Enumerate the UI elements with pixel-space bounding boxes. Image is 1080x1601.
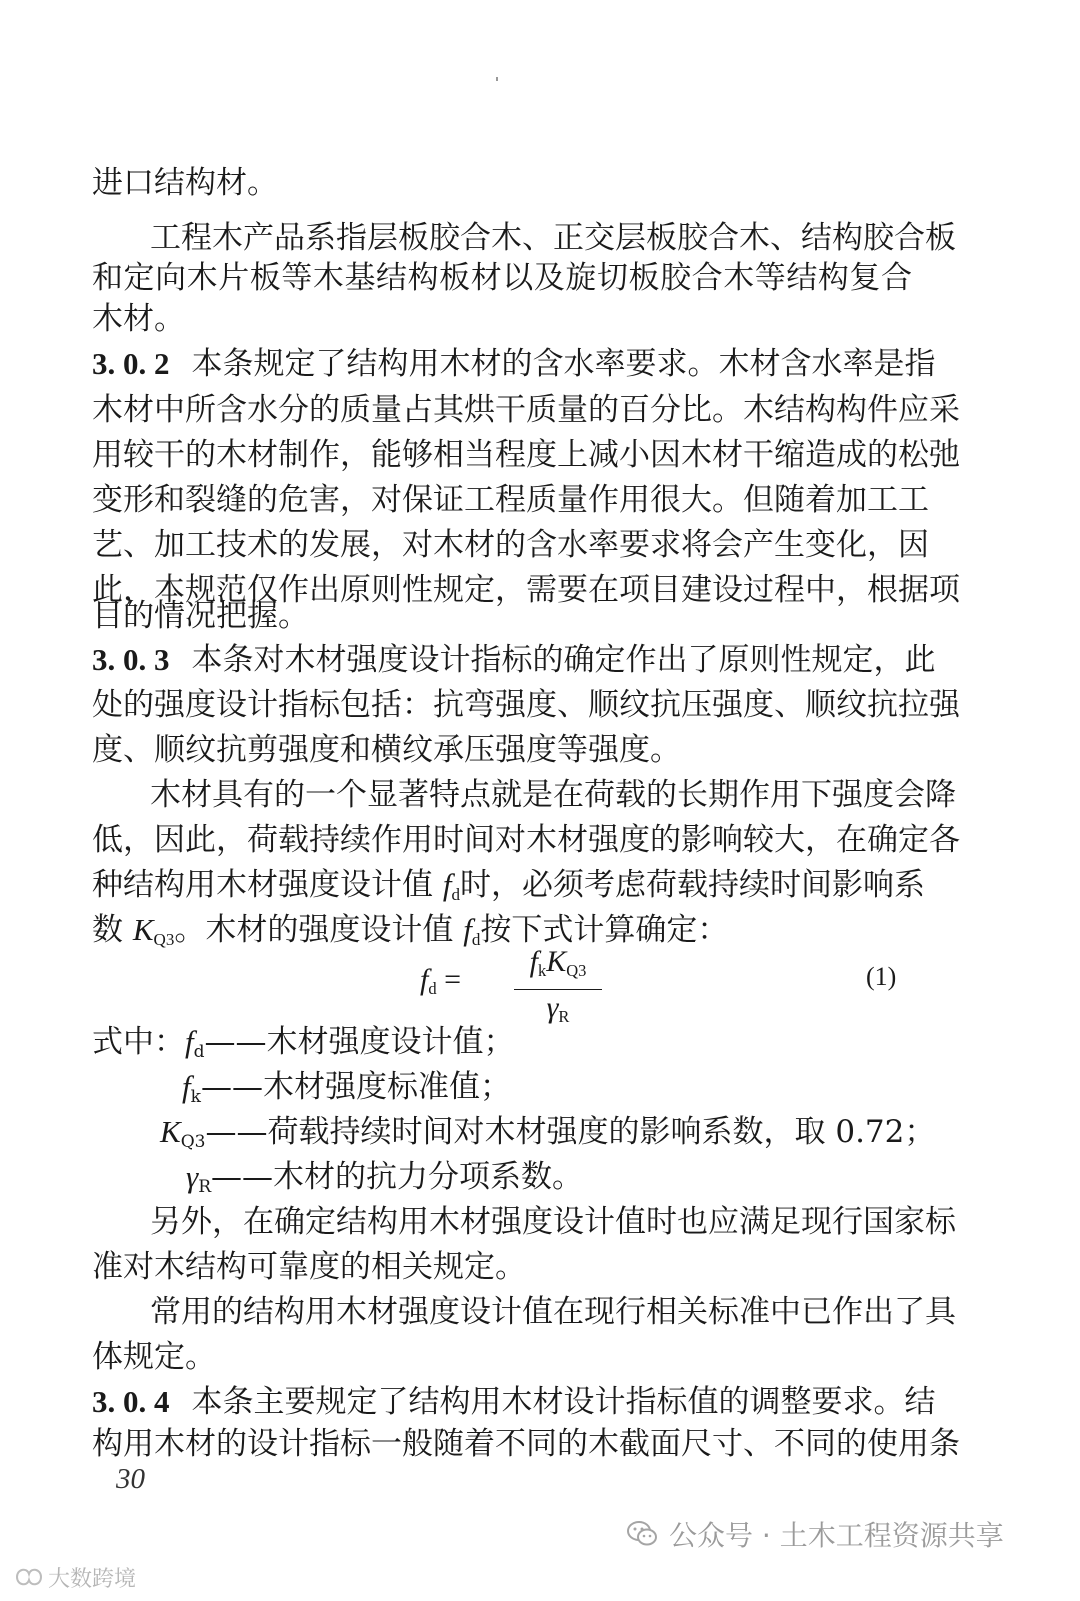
text-line: 常用的结构用木材强度设计值在现行相关标准中已作出了具 bbox=[150, 1294, 956, 1330]
text-span: 本条规定了结构用木材的含水率要求。木材含水率是指 bbox=[191, 346, 936, 382]
text-span: 数 bbox=[92, 912, 133, 948]
text-line: 进口结构材。 bbox=[92, 165, 278, 201]
text-line: 目的情况把握。 bbox=[92, 598, 309, 634]
page-number: 30 bbox=[116, 1463, 145, 1495]
text-line: 准对木结构可靠度的相关规定。 bbox=[92, 1249, 526, 1285]
text-line: 另外，在确定结构用木材强度设计值时也应满足现行国家标 bbox=[150, 1204, 956, 1240]
text-span: 本条主要规定了结构用木材设计指标值的调整要求。结 bbox=[191, 1384, 936, 1420]
symbol-k-q3: $K_{Q3}$ bbox=[132, 912, 175, 950]
clause-3-0-3-first-line bbox=[92, 640, 936, 680]
symbol-f-d: $f_d$ bbox=[442, 867, 460, 905]
symbol-f-d: $f_d$ bbox=[463, 912, 481, 950]
clause-number: 3. 0. 2 bbox=[92, 346, 170, 381]
text-line: 工程木产品系指层板胶合木、正交层板胶合木、结构胶合板 bbox=[150, 220, 956, 256]
text-line: 构用木材的设计指标一般随着不同的木截面尺寸、不同的使用条 bbox=[92, 1426, 960, 1462]
text-line: 度、顺纹抗剪强度和横纹承压强度等强度。 bbox=[92, 732, 681, 768]
text-line: 木材中所含水分的质量占其烘干质量的百分比。木结构构件应采 bbox=[92, 392, 960, 428]
brand-watermark: 大数跨境 bbox=[14, 1560, 136, 1594]
wechat-watermark: 公众号 · 土木工程资源共享 bbox=[625, 1514, 1004, 1554]
variable-definition: $f_k——$木材强度标准值； bbox=[182, 1069, 511, 1108]
text-line: 此，本规范仅作出原则性规定，需要在项目建设过程中，根据项 bbox=[92, 572, 960, 608]
text-line: 变形和裂缝的危害，对保证工程质量作用很大。但随着加工工 bbox=[92, 482, 929, 518]
formula-lhs: $f_d$ = bbox=[420, 963, 462, 998]
text-span: 本条对木材强度设计指标的确定作出了原则性规定，此 bbox=[191, 642, 936, 678]
text-line: 艺、加工技术的发展，对木材的含水率要求将会产生变化，因 bbox=[92, 527, 929, 563]
text-line: 低，因此，荷载持续作用时间对木材强度的影响较大，在确定各 bbox=[92, 822, 960, 858]
formula-fraction bbox=[514, 945, 602, 1034]
formula-denominator: $\gamma_R$ bbox=[546, 990, 570, 1026]
clause-3-0-4-first-line bbox=[92, 1382, 936, 1422]
text-line: 用较干的木材制作，能够相当程度上减小因木材干缩造成的松弛 bbox=[92, 437, 960, 473]
text-span: 时，必须考虑荷载持续时间影响系 bbox=[460, 867, 925, 903]
fraction-bar bbox=[514, 989, 602, 990]
wechat-icon bbox=[625, 1517, 659, 1551]
text-line bbox=[92, 910, 912, 960]
text-line: 处的强度设计指标包括：抗弯强度、顺纹抗压强度、顺纹抗拉强 bbox=[92, 687, 960, 723]
clause-number: 3. 0. 4 bbox=[92, 1384, 170, 1419]
variable-definition: $K_{Q3}——$荷载持续时间对木材强度的影响系数，取 0.72； bbox=[160, 1114, 936, 1153]
variable-definition: 式中：$f_d——$木材强度设计值； bbox=[92, 1024, 515, 1063]
equation-number: (1) bbox=[866, 962, 897, 991]
text-span: 按下式计算确定： bbox=[480, 912, 729, 948]
brand-logo-icon bbox=[14, 1564, 44, 1590]
text-line: 木材。 bbox=[92, 301, 185, 337]
text-line bbox=[92, 865, 925, 915]
text-line: 和定向木片板等木基结构板材以及旋切板胶合木等结构复合 bbox=[92, 260, 912, 296]
text-line: 体规定。 bbox=[92, 1339, 216, 1375]
text-line: 木材具有的一个显著特点就是在荷载的长期作用下强度会降 bbox=[150, 777, 956, 813]
clause-3-0-2-first-line bbox=[92, 344, 936, 384]
text-span: 。木材的强度设计值 bbox=[174, 912, 464, 948]
clause-number: 3. 0. 3 bbox=[92, 642, 170, 677]
variable-definition: $\gamma_R——$木材的抗力分项系数。 bbox=[186, 1159, 584, 1198]
scan-mark bbox=[496, 77, 498, 81]
formula-numerator: $f_kK_{Q3}$ bbox=[529, 945, 587, 980]
text-span: 种结构用木材强度设计值 bbox=[92, 867, 443, 903]
